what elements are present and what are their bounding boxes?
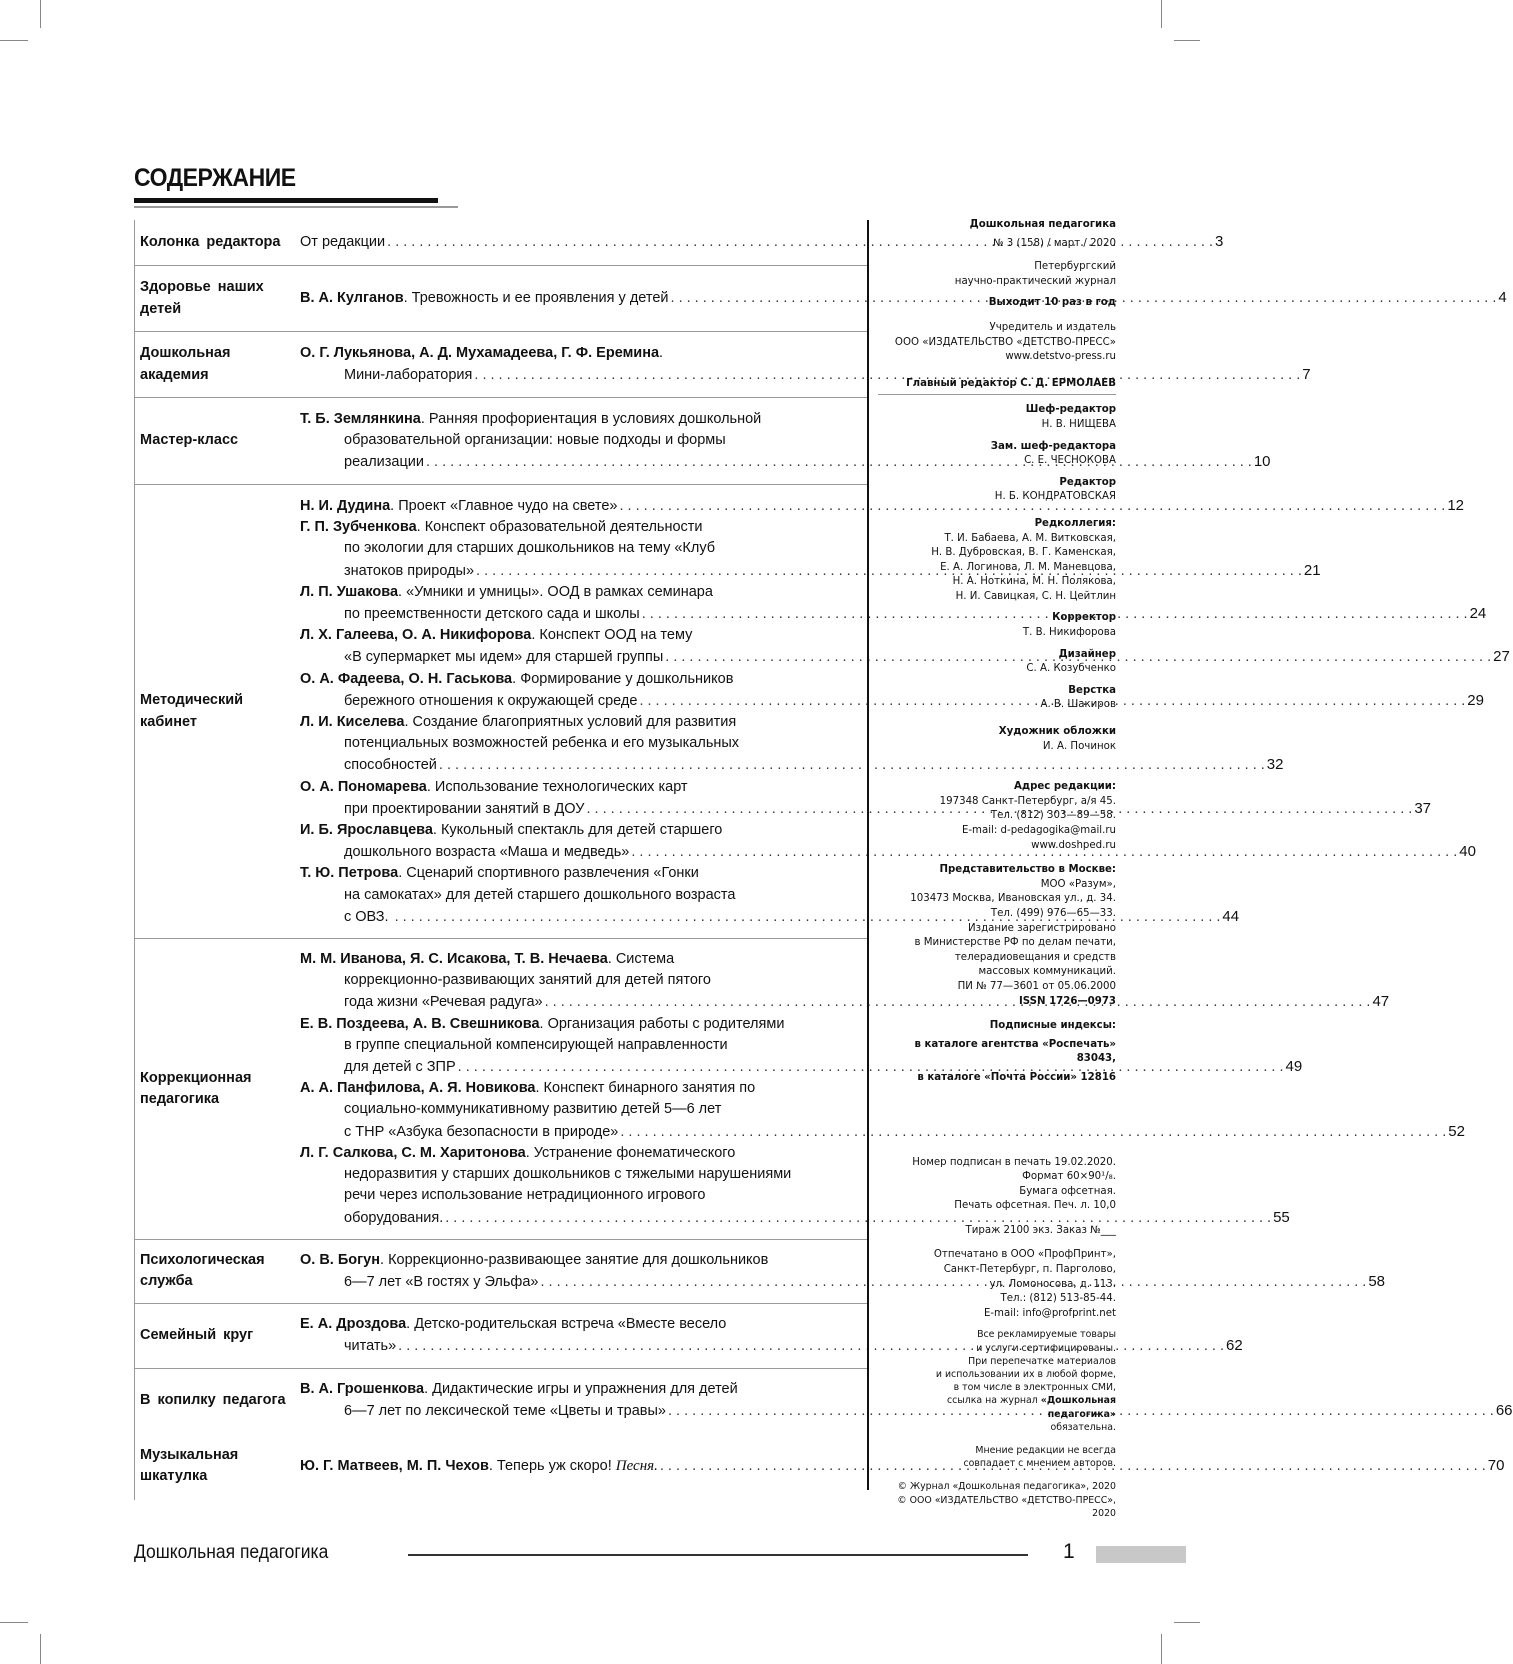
page-ref[interactable]: 12 <box>1447 497 1465 514</box>
chief-editor: Главный редактор С. Д. ЕРМОЛАЕВ <box>878 377 1116 396</box>
moscow-line: в Министерстве РФ по делам печати, <box>914 937 1116 949</box>
section-entries <box>300 1240 1385 1303</box>
entry-title-line: . Создание благоприятных условий для развития <box>404 714 737 731</box>
entry-title-line: способностей <box>344 757 437 774</box>
staff-item <box>878 440 1116 469</box>
entry-text <box>344 563 474 579</box>
print-info-line: Номер подписан в печать 19.02.2020. <box>912 1156 1116 1168</box>
entry-title-line: . Теперь уж скоро! <box>488 1457 616 1474</box>
entry-text <box>344 693 637 709</box>
copyright-line: © ООО «ИЗДАТЕЛЬСТВО «ДЕТСТВО-ПРЕСС», 2020 <box>897 1494 1116 1519</box>
page-ref[interactable]: 24 <box>1469 605 1487 623</box>
subscription-line: в каталоге «Почта России» 12816 <box>917 1071 1116 1083</box>
entry-author: Л. П. Ушакова <box>300 583 399 600</box>
entry-title-line: по экологии для старших дошкольников на тему «Клуб <box>344 540 716 557</box>
entry-line <box>300 343 1311 364</box>
entry-text <box>344 1187 705 1203</box>
entry-text <box>344 432 726 448</box>
entry-text <box>344 757 437 773</box>
entry-author: О. Г. Лукьянова, А. Д. Мухамадеева, Г. Ф. Еремина <box>300 344 660 361</box>
address-phone: Тел. (812) 303—89—58. <box>990 810 1116 822</box>
entry-title-line: . «Умники и умницы». ООД в рамках семинара <box>398 583 713 600</box>
page-ref[interactable]: 55 <box>1273 1208 1290 1226</box>
address-website[interactable]: www.doshped.ru <box>1031 839 1116 851</box>
entry-text <box>300 411 761 427</box>
staff-item <box>878 648 1116 677</box>
notice-line: в том числе в электронных СМИ, <box>953 1382 1116 1394</box>
page-ref[interactable]: 7 <box>1302 366 1311 383</box>
entry-title-line: . Система <box>607 951 675 968</box>
page-ref[interactable]: 47 <box>1372 993 1390 1011</box>
notice-line: Все рекламируемые товары <box>977 1329 1116 1341</box>
entry-title-line: От редакции <box>300 234 386 251</box>
printer-phone: Тел.: (812) 513-85-44. <box>1000 1293 1116 1305</box>
staff-role: Зам. шеф-редактора <box>990 440 1116 452</box>
staff-item <box>878 476 1116 505</box>
entry-text <box>300 1381 738 1397</box>
section-label: В копилку педагога <box>140 1391 286 1408</box>
entry-text <box>344 1210 443 1226</box>
page-ref[interactable]: 49 <box>1285 1058 1303 1076</box>
entry-text <box>344 454 424 470</box>
section-label: Психологическая служба <box>140 1252 265 1290</box>
section-label: Семейный круг <box>140 1327 254 1344</box>
page-ref[interactable]: 27 <box>1493 648 1510 666</box>
dot-leader <box>458 1059 1284 1075</box>
print-info-line: Формат 60×90¹/₈. <box>1022 1171 1116 1183</box>
staff-role: Редактор <box>1059 476 1116 488</box>
crop-mark <box>1161 1634 1162 1664</box>
entry-title-line: . Детско-родительская встреча «Вместе весело <box>406 1316 727 1333</box>
staff-name: И. А. Починок <box>1042 740 1116 752</box>
entry-text <box>300 1145 735 1161</box>
staff-item <box>878 403 1116 432</box>
entry-title-line: «В супермаркет мы идем» для старшей группы <box>344 649 664 666</box>
toc-entry[interactable] <box>300 1250 1385 1293</box>
print-info-line: Бумага офсетная. <box>1019 1185 1116 1197</box>
journal-desc: Петербургский <box>1034 261 1116 273</box>
entry-title-line: речи через использование нетрадиционного игрового <box>344 1187 706 1204</box>
entry-title-line: по преемственности детского сада и школы <box>344 606 640 623</box>
board-member-line: Е. А. Логинова, Л. М. Маневцова, <box>940 561 1116 573</box>
notice-end: обязательна. <box>1050 1421 1116 1433</box>
page-ref[interactable]: 4 <box>1498 289 1507 307</box>
board-member-line: Т. И. Бабаева, А. М. Витковская, <box>944 532 1116 544</box>
notice-ref-prefix: ссылка на журнал <box>947 1395 1041 1407</box>
staff-item <box>878 684 1116 713</box>
publisher-website[interactable]: www.detstvo-press.ru <box>1005 351 1116 363</box>
entry-text <box>300 822 722 838</box>
board-label: Редколлегия: <box>1034 517 1116 529</box>
entry-title-line: . Кукольный спектакль для детей старшего <box>432 822 723 839</box>
section-label: Мастер-класс <box>140 432 239 449</box>
moscow-info <box>878 878 1116 995</box>
staff-role: Дизайнер <box>1058 648 1116 660</box>
dot-leader <box>426 454 1252 470</box>
page-ref[interactable]: 44 <box>1222 907 1240 925</box>
staff-name: Т. В. Никифорова <box>1022 627 1116 639</box>
entry-title-line: социально-коммуникативному развитию детей 5—6 лет <box>344 1101 722 1118</box>
entry-text <box>344 367 472 383</box>
entry-title-line: реализации <box>344 454 424 471</box>
entry-title-line: образовательной организации: новые подходы и формы <box>344 431 726 448</box>
entry-title-line: . Организация работы с родителями <box>539 1015 785 1032</box>
page-ref[interactable]: 66 <box>1495 1401 1513 1419</box>
entry-author: Ю. Г. Матвеев, М. П. Чехов <box>300 1457 489 1474</box>
entry-author: В. А. Грошенкова <box>300 1380 425 1397</box>
entry-title-line: для детей с ЗПР <box>344 1059 456 1076</box>
entry-text <box>344 887 735 903</box>
entry-title-line: . Конспект ООД на тему <box>531 627 693 644</box>
entry-title-line: . Использование технологических карт <box>426 778 688 795</box>
entry-title-line: с ОВЗ. <box>344 908 393 925</box>
section-label: Методический кабинет <box>140 692 244 730</box>
entry-text <box>300 498 617 514</box>
entry-title-line: потенциальных возможностей ребенка и его музыкальных <box>344 735 740 752</box>
entry-title-line: на самокатах» для детей старшего дошкольного возраста <box>344 886 736 903</box>
entry-title-line: дошкольного возраста «Маша и медведь» <box>344 844 630 861</box>
printer-line: ул. Ломоносова, д. 113. <box>989 1278 1116 1290</box>
entry-author: О. В. Богун <box>300 1251 381 1268</box>
page-title: СОДЕРЖАНИЕ <box>134 164 296 192</box>
entry-title-line: года жизни «Речевая радуга» <box>344 994 543 1011</box>
page-ref[interactable]: 10 <box>1253 453 1271 471</box>
section-label: Здоровье наших детей <box>140 279 264 317</box>
entry-author: И. Б. Ярославцева <box>300 822 433 839</box>
staff-name: С. Е. ЧЕСНОКОВА <box>1024 455 1116 467</box>
moscow-line: ПИ № 77—3601 от 05.06.2000 <box>957 980 1116 992</box>
page-ref[interactable]: 62 <box>1226 1337 1243 1355</box>
entry-text <box>300 865 699 881</box>
staff-role: Верстка <box>1068 684 1116 696</box>
entry-author: Т. Ю. Петрова <box>300 865 399 882</box>
entry-author: Е. А. Дроздова <box>300 1316 407 1333</box>
staff-role: Художник обложки <box>998 726 1116 738</box>
entry-text <box>300 1252 768 1268</box>
entry-text <box>344 972 711 988</box>
crop-mark <box>1174 40 1200 41</box>
entry-title-line: . Проект «Главное чудо на свете» <box>390 498 618 514</box>
footer-journal-name: Дошкольная педагогика <box>134 1542 329 1563</box>
entry-line <box>300 1250 1385 1271</box>
entry-text <box>344 1124 618 1140</box>
entry-text <box>300 345 663 361</box>
toc-entry[interactable] <box>300 343 1311 386</box>
page-ref[interactable]: 21 <box>1303 561 1321 579</box>
entry-text <box>344 735 739 751</box>
entry-title-line: . Устранение фонематического <box>525 1144 736 1161</box>
entry-line <box>300 409 1271 430</box>
entry-text <box>300 290 669 306</box>
founder-line: Учредитель и издатель <box>989 321 1116 333</box>
toc-entry[interactable] <box>300 409 1271 474</box>
notice-line: и использовании их в любой форме, <box>935 1369 1116 1381</box>
entry-text <box>344 1059 456 1075</box>
notice-line: При перепечатке материалов <box>968 1355 1116 1367</box>
opinion-line: совпадает с мнением авторов. <box>963 1458 1116 1470</box>
entry-text <box>344 1166 791 1182</box>
entry-text <box>300 951 674 967</box>
dot-leader <box>439 757 1265 773</box>
crop-mark <box>40 1634 41 1664</box>
entry-author: Л. И. Киселева <box>300 714 405 731</box>
entry-author: О. А. Пономарева <box>300 778 427 795</box>
board-member-line: Н. И. Савицкая, С. Н. Цейтлин <box>955 590 1116 602</box>
imprint-column <box>878 218 1116 1527</box>
entry-title-line: . Коррекционно-развивающее занятие для дошкольников <box>380 1251 769 1268</box>
entry-text <box>344 606 640 622</box>
entry-title-line: . Дидактические игры и упражнения для детей <box>424 1380 738 1397</box>
printer-email[interactable]: E-mail: info@profprint.net <box>983 1307 1116 1319</box>
entry-title-line: 6—7 лет по лексической теме «Цветы и травы» <box>344 1402 666 1419</box>
issue-info: № 3 (158) / март / 2020 <box>992 237 1116 249</box>
staff-name: С. А. Козубченко <box>1026 663 1116 675</box>
entry-text <box>300 519 703 535</box>
entry-text <box>300 779 688 795</box>
staff-item <box>878 725 1116 754</box>
frequency: Выходит 10 раз в год <box>988 297 1116 309</box>
address-email[interactable]: E-mail: d-pedagogika@mail.ru <box>961 825 1116 836</box>
title-underline-thin <box>134 206 458 208</box>
print-info-line: Печать офсетная. Печ. л. 10,0 <box>954 1200 1116 1212</box>
entry-author: Т. Б. Землянкина <box>300 410 421 427</box>
entry-text <box>300 234 385 250</box>
entry-text <box>300 584 713 600</box>
entry-title-line: . Сценарий спортивного развлечения «Гонки <box>398 865 699 882</box>
section-label: Колонка редактора <box>140 233 281 250</box>
staff-item <box>878 611 1116 640</box>
entry-title-line: . Формирование у дошкольников <box>512 670 734 687</box>
page-ref[interactable]: 3 <box>1215 233 1224 251</box>
entry-title-line: оборудования. <box>344 1209 444 1226</box>
entry-line <box>300 364 1311 386</box>
staff-list-2 <box>878 611 1116 754</box>
column-divider <box>867 220 869 1490</box>
entry-author: Е. В. Поздеева, А. В. Свешникова <box>300 1015 540 1032</box>
entry-text <box>344 1338 396 1354</box>
page-ref[interactable]: 29 <box>1467 691 1484 709</box>
staff-role: Корректор <box>1052 612 1116 624</box>
entry-text <box>344 844 629 860</box>
entry-text <box>300 671 733 687</box>
entry-title-line: 6—7 лет «В гостях у Эльфа» <box>344 1273 539 1290</box>
entry-author: Н. И. Дудина <box>300 498 391 514</box>
printer-line: Санкт-Петербург, п. Парголово, <box>943 1264 1116 1276</box>
entry-text <box>344 994 543 1010</box>
page-ref[interactable]: 37 <box>1414 799 1432 817</box>
moscow-line: Тел. (499) 976—65—33. <box>990 907 1116 919</box>
journal-desc: научно-практический журнал <box>954 275 1116 287</box>
staff-list <box>878 403 1116 505</box>
crop-mark <box>1174 1622 1200 1623</box>
entry-author: Г. П. Зубченкова <box>300 519 417 536</box>
moscow-line: Издание зарегистрировано <box>968 922 1116 934</box>
entry-text <box>344 1274 538 1290</box>
moscow-line: 103473 Москва, Ивановская ул., д. 34. <box>910 893 1116 905</box>
footer-rule <box>408 1554 1028 1556</box>
entry-text <box>344 540 715 556</box>
crop-mark <box>1161 0 1162 28</box>
staff-role: Шеф-редактор <box>1025 404 1116 416</box>
entry-text <box>344 649 663 665</box>
crop-mark <box>0 1622 28 1623</box>
entry-title-line: . Конспект бинарного занятия по <box>535 1080 756 1097</box>
page-number: 1 <box>1063 1540 1075 1563</box>
entry-text <box>300 1316 726 1332</box>
section-label: Музыкальная шкатулка <box>140 1446 239 1484</box>
journal-name: Дошкольная педагогика <box>969 219 1116 230</box>
address-line: 197348 Санкт-Петербург, а/я 45. <box>939 795 1116 807</box>
moscow-line: МОО «Разум», <box>1040 878 1116 890</box>
notice-ref-journal: «Дошкольная педагогика» <box>1040 1395 1116 1420</box>
print-info <box>878 1156 1116 1214</box>
page-ref[interactable]: 32 <box>1266 756 1284 774</box>
section-entries <box>300 399 1271 484</box>
subscription-line: в каталоге агентства «Роспечать» 83043, <box>914 1038 1116 1065</box>
entry-title-line: . Конспект образовательной деятельности <box>416 519 703 536</box>
staff-name: Н. В. НИЩЕВА <box>1041 418 1116 430</box>
entry-title-line: . Тревожность и ее проявления у детей <box>403 290 669 307</box>
entry-title-line: коррекционно-развивающих занятий для детей пятого <box>344 972 711 989</box>
board-list <box>878 532 1116 605</box>
moscow-line: телерадиовещания и средств <box>954 951 1116 963</box>
entry-title-line: бережного отношения к окружающей среде <box>344 692 638 709</box>
entry-text <box>344 1403 666 1419</box>
copyright-line: © Журнал «Дошкольная педагогика», 2020 <box>897 1481 1116 1493</box>
entry-title-line: недоразвития у старших дошкольников с тяжелыми нарушениями <box>344 1166 792 1183</box>
board-member-line: Н. А. Ноткина, М. Н. Полякова, <box>952 576 1116 588</box>
board-member-line: Н. В. Дубровская, В. Г. Каменская, <box>931 547 1116 559</box>
address-label: Адрес редакции: <box>1013 781 1116 793</box>
staff-name: А. В. Шакиров <box>1040 699 1116 711</box>
page-ref[interactable]: 58 <box>1368 1272 1386 1290</box>
staff-name: Н. Б. КОНДРАТОВСКАЯ <box>994 491 1116 503</box>
entry-title-line: читать» <box>344 1338 397 1355</box>
entry-text <box>300 627 692 643</box>
entry-author: О. А. Фадеева, О. Н. Гаськова <box>300 670 513 687</box>
opinion-line: Мнение редакции не всегда <box>975 1445 1116 1457</box>
page-ref[interactable]: 70 <box>1487 1456 1505 1474</box>
crop-mark <box>40 0 41 28</box>
section-label: Коррекционная педагогика <box>140 1069 252 1107</box>
page-ref[interactable]: 40 <box>1459 843 1476 861</box>
entry-title-line: знатоков природы» <box>344 562 475 579</box>
entry-title-line: Мини-лаборатория <box>344 367 473 383</box>
entry-text <box>344 801 584 817</box>
issn: ISSN 1726—0973 <box>1019 995 1116 1007</box>
section-label: Дошкольная академия <box>140 345 231 383</box>
entry-title-line: . <box>659 344 664 361</box>
founder-line: ООО «ИЗДАТЕЛЬСТВО «ДЕТСТВО-ПРЕСС» <box>894 336 1116 348</box>
page-tab-marker <box>1096 1546 1186 1563</box>
entry-title-line: при проектировании занятий в ДОУ <box>344 800 585 817</box>
subscription-label: Подписные индексы: <box>989 1020 1116 1032</box>
entry-author: Л. Г. Салкова, С. М. Харитонова <box>300 1144 526 1161</box>
entry-text <box>344 909 393 925</box>
entry-text <box>344 1037 728 1053</box>
entry-text <box>300 1016 784 1032</box>
moscow-label: Представительство в Москве: <box>939 864 1116 876</box>
entry-title-line: в группе специальной компенсирующей направленности <box>344 1036 728 1053</box>
printer-line: Отпечатано в ООО «ПрофПринт», <box>933 1249 1116 1261</box>
entry-text <box>300 714 736 730</box>
entry-author: А. А. Панфилова, А. Я. Новикова <box>300 1080 536 1097</box>
page-ref[interactable]: 52 <box>1448 1122 1465 1140</box>
entry-line <box>300 451 1271 473</box>
entry-author: В. А. Кулганов <box>300 290 404 307</box>
notice-line: и услуги сертифицированы. <box>976 1342 1116 1354</box>
entry-text <box>300 1080 755 1096</box>
title-underline-thick <box>134 198 438 203</box>
entry-author: М. М. Иванова, Я. С. Исакова, Т. В. Нечаева <box>300 951 608 968</box>
moscow-line: массовых коммуникаций. <box>978 966 1116 978</box>
entry-line <box>300 1271 1385 1293</box>
entry-text <box>344 1101 721 1117</box>
entry-genre: Песня. <box>615 1457 658 1474</box>
dot-leader <box>445 1210 1271 1226</box>
entry-title-line: . Ранняя профориентация в условиях дошкольной <box>420 410 762 427</box>
entry-line <box>300 430 1271 451</box>
entry-title-line: с ТНР «Азбука безопасности в природе» <box>344 1123 619 1140</box>
entry-text <box>300 1458 658 1474</box>
entry-author: Л. Х. Галеева, О. А. Никифорова <box>300 627 532 644</box>
crop-mark <box>0 40 28 41</box>
section-entries <box>300 333 1311 396</box>
notice <box>878 1328 1116 1394</box>
circulation: Тираж 2100 экз. Заказ №___ <box>965 1224 1116 1236</box>
